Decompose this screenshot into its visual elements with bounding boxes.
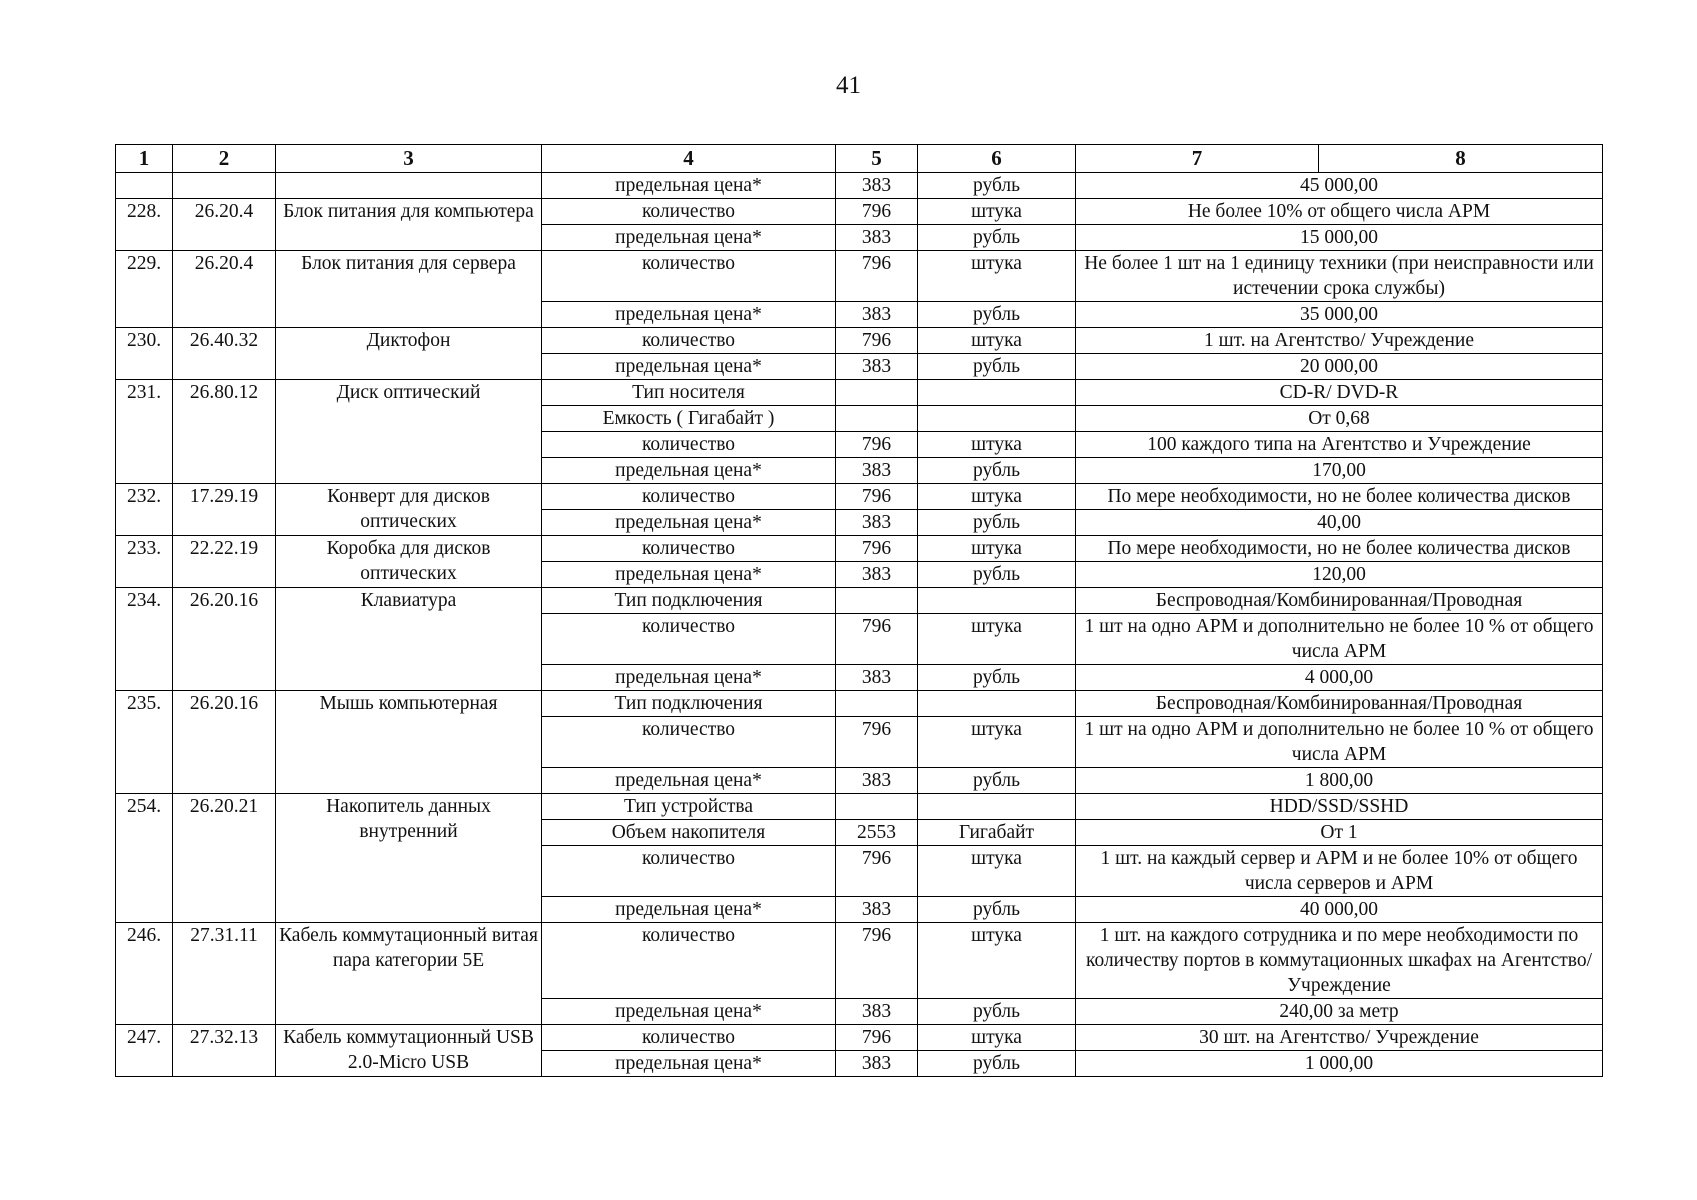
table-row (116, 1025, 1603, 1051)
unit-name: штука (918, 536, 1076, 562)
param-label: предельная цена* (542, 999, 836, 1025)
okei-code: 383 (836, 458, 918, 484)
okei-code: 383 (836, 562, 918, 588)
param-label: количество (542, 923, 836, 999)
unit-name: рубль (918, 1051, 1076, 1077)
table-row (116, 251, 1603, 302)
param-label: предельная цена* (542, 302, 836, 328)
param-value: CD-R/ DVD-R (1076, 380, 1603, 406)
item-name: Блок питания для сервера (276, 251, 542, 328)
unit-name: рубль (918, 225, 1076, 251)
param-value: По мере необходимости, но не более количества дисков (1076, 484, 1603, 510)
param-value: 1 шт на одно АРМ и дополнительно не более 10 % от общего числа АРМ (1076, 717, 1603, 768)
param-label: Тип подключения (542, 588, 836, 614)
okei-code (836, 588, 918, 614)
param-label: предельная цена* (542, 458, 836, 484)
param-value: 30 шт. на Агентство/ Учреждение (1076, 1025, 1603, 1051)
unit-name: рубль (918, 897, 1076, 923)
okpd-code: 26.20.16 (173, 588, 276, 691)
okei-code: 383 (836, 225, 918, 251)
item-name: Конверт для дисков оптических (276, 484, 542, 536)
unit-name: рубль (918, 665, 1076, 691)
table-row (116, 588, 1603, 614)
unit-name: рубль (918, 562, 1076, 588)
unit-name: рубль (918, 354, 1076, 380)
param-label: количество (542, 614, 836, 665)
okei-code: 796 (836, 432, 918, 458)
unit-name: рубль (918, 458, 1076, 484)
unit-name: штука (918, 614, 1076, 665)
unit-name: штука (918, 1025, 1076, 1051)
param-label: Тип носителя (542, 380, 836, 406)
unit-name: штука (918, 432, 1076, 458)
unit-name (918, 406, 1076, 432)
param-value: 40 000,00 (1076, 897, 1603, 923)
okei-code: 796 (836, 251, 918, 302)
unit-name: штука (918, 846, 1076, 897)
okpd-code: 26.40.32 (173, 328, 276, 380)
param-value: 20 000,00 (1076, 354, 1603, 380)
param-value: 1 800,00 (1076, 768, 1603, 794)
param-label: количество (542, 536, 836, 562)
okei-code: 383 (836, 768, 918, 794)
param-label: предельная цена* (542, 354, 836, 380)
unit-name: рубль (918, 173, 1076, 199)
header-cell: 1 (116, 145, 173, 173)
item-name: Накопитель данных внутренний (276, 794, 542, 923)
okei-code (836, 380, 918, 406)
param-label: предельная цена* (542, 225, 836, 251)
okei-code: 796 (836, 199, 918, 225)
okei-code: 383 (836, 510, 918, 536)
item-name: Клавиатура (276, 588, 542, 691)
param-label: Тип подключения (542, 691, 836, 717)
param-value: 240,00 за метр (1076, 999, 1603, 1025)
item-name: Кабель коммутационный USB 2.0-Micro USB (276, 1025, 542, 1077)
param-label: предельная цена* (542, 768, 836, 794)
okpd-code: 26.20.21 (173, 794, 276, 923)
param-value: HDD/SSD/SSHD (1076, 794, 1603, 820)
header-cell: 3 (276, 145, 542, 173)
table-row (116, 173, 1603, 199)
header-cell: 2 (173, 145, 276, 173)
param-label: количество (542, 1025, 836, 1051)
item-name (276, 173, 542, 199)
param-label: количество (542, 199, 836, 225)
param-value: 120,00 (1076, 562, 1603, 588)
okei-code: 383 (836, 173, 918, 199)
param-value: 35 000,00 (1076, 302, 1603, 328)
param-value: 170,00 (1076, 458, 1603, 484)
param-label: Объем накопителя (542, 820, 836, 846)
okei-code: 796 (836, 923, 918, 999)
param-label: Емкость ( Гигабайт ) (542, 406, 836, 432)
header-cell: 5 (836, 145, 918, 173)
item-name: Коробка для дисков оптических (276, 536, 542, 588)
okei-code: 796 (836, 1025, 918, 1051)
okpd-code: 26.20.4 (173, 251, 276, 328)
okpd-code: 27.32.13 (173, 1025, 276, 1077)
param-value: 1 шт на одно АРМ и дополнительно не более 10 % от общего числа АРМ (1076, 614, 1603, 665)
header-cell: 4 (542, 145, 836, 173)
unit-name: штука (918, 484, 1076, 510)
param-value: 1 000,00 (1076, 1051, 1603, 1077)
param-label: количество (542, 846, 836, 897)
item-number: 229. (116, 251, 173, 328)
item-name: Диктофон (276, 328, 542, 380)
okei-code (836, 691, 918, 717)
param-value: 40,00 (1076, 510, 1603, 536)
unit-name (918, 794, 1076, 820)
item-number (116, 173, 173, 199)
okpd-code: 26.20.4 (173, 199, 276, 251)
okei-code (836, 794, 918, 820)
okei-code: 796 (836, 536, 918, 562)
item-number: 246. (116, 923, 173, 1025)
param-value: 1 шт. на Агентство/ Учреждение (1076, 328, 1603, 354)
param-label: предельная цена* (542, 897, 836, 923)
item-number: 232. (116, 484, 173, 536)
item-name: Диск оптический (276, 380, 542, 484)
okpd-code (173, 173, 276, 199)
unit-name: рубль (918, 768, 1076, 794)
header-cell: 6 (918, 145, 1076, 173)
table-row (116, 199, 1603, 225)
param-value: 100 каждого типа на Агентство и Учреждение (1076, 432, 1603, 458)
item-number: 254. (116, 794, 173, 923)
unit-name: штука (918, 923, 1076, 999)
page-number: 41 (836, 72, 861, 99)
param-value: 4 000,00 (1076, 665, 1603, 691)
item-name: Кабель коммутационный витая пара категории 5Е (276, 923, 542, 1025)
item-name: Мышь компьютерная (276, 691, 542, 794)
table-row (116, 536, 1603, 562)
okei-code: 383 (836, 897, 918, 923)
item-name: Блок питания для компьютера (276, 199, 542, 251)
unit-name: штука (918, 328, 1076, 354)
param-label: предельная цена* (542, 510, 836, 536)
unit-name: рубль (918, 510, 1076, 536)
okei-code: 2553 (836, 820, 918, 846)
okpd-code: 27.31.11 (173, 923, 276, 1025)
param-value: Беспроводная/Комбинированная/Проводная (1076, 691, 1603, 717)
header-row (116, 145, 1603, 173)
okei-code: 383 (836, 354, 918, 380)
item-number: 231. (116, 380, 173, 484)
table-row (116, 328, 1603, 354)
okei-code (836, 406, 918, 432)
param-value: Беспроводная/Комбинированная/Проводная (1076, 588, 1603, 614)
okei-code: 796 (836, 846, 918, 897)
okei-code: 383 (836, 302, 918, 328)
unit-name (918, 380, 1076, 406)
param-value: 45 000,00 (1076, 173, 1603, 199)
param-label: предельная цена* (542, 173, 836, 199)
unit-name: штука (918, 251, 1076, 302)
okpd-code: 17.29.19 (173, 484, 276, 536)
okpd-code: 22.22.19 (173, 536, 276, 588)
okei-code: 796 (836, 614, 918, 665)
unit-name: рубль (918, 999, 1076, 1025)
item-number: 247. (116, 1025, 173, 1077)
unit-name: штука (918, 717, 1076, 768)
table-row (116, 484, 1603, 510)
param-value: Не более 10% от общего числа АРМ (1076, 199, 1603, 225)
unit-name: Гигабайт (918, 820, 1076, 846)
item-number: 230. (116, 328, 173, 380)
param-value: Не более 1 шт на 1 единицу техники (при неисправности или истечении срока службы) (1076, 251, 1603, 302)
header-cell: 7 (1076, 145, 1319, 173)
param-label: предельная цена* (542, 1051, 836, 1077)
param-value: От 0,68 (1076, 406, 1603, 432)
okei-code: 796 (836, 717, 918, 768)
item-number: 235. (116, 691, 173, 794)
param-label: количество (542, 251, 836, 302)
table-body (116, 173, 1603, 1077)
unit-name (918, 691, 1076, 717)
okei-code: 796 (836, 328, 918, 354)
okei-code: 796 (836, 484, 918, 510)
okei-code: 383 (836, 999, 918, 1025)
item-number: 228. (116, 199, 173, 251)
param-value: 15 000,00 (1076, 225, 1603, 251)
param-value: 1 шт. на каждого сотрудника и по мере необходимости по количеству портов в коммутационных шкафах на Агентство/ Учреждение (1076, 923, 1603, 999)
header-cell: 8 (1319, 145, 1603, 173)
table-row (116, 380, 1603, 406)
param-label: предельная цена* (542, 665, 836, 691)
param-label: количество (542, 717, 836, 768)
item-number: 234. (116, 588, 173, 691)
param-label: предельная цена* (542, 562, 836, 588)
param-label: количество (542, 484, 836, 510)
unit-name: рубль (918, 302, 1076, 328)
param-label: количество (542, 432, 836, 458)
table-row (116, 691, 1603, 717)
table-row (116, 923, 1603, 999)
param-value: От 1 (1076, 820, 1603, 846)
item-number: 233. (116, 536, 173, 588)
param-label: Тип устройства (542, 794, 836, 820)
specification-table (115, 144, 1603, 1077)
param-value: По мере необходимости, но не более количества дисков (1076, 536, 1603, 562)
unit-name (918, 588, 1076, 614)
param-value: 1 шт. на каждый сервер и АРМ и не более 10% от общего числа серверов и АРМ (1076, 846, 1603, 897)
okpd-code: 26.80.12 (173, 380, 276, 484)
param-label: количество (542, 328, 836, 354)
unit-name: штука (918, 199, 1076, 225)
table-row (116, 794, 1603, 820)
okei-code: 383 (836, 665, 918, 691)
okei-code: 383 (836, 1051, 918, 1077)
okpd-code: 26.20.16 (173, 691, 276, 794)
